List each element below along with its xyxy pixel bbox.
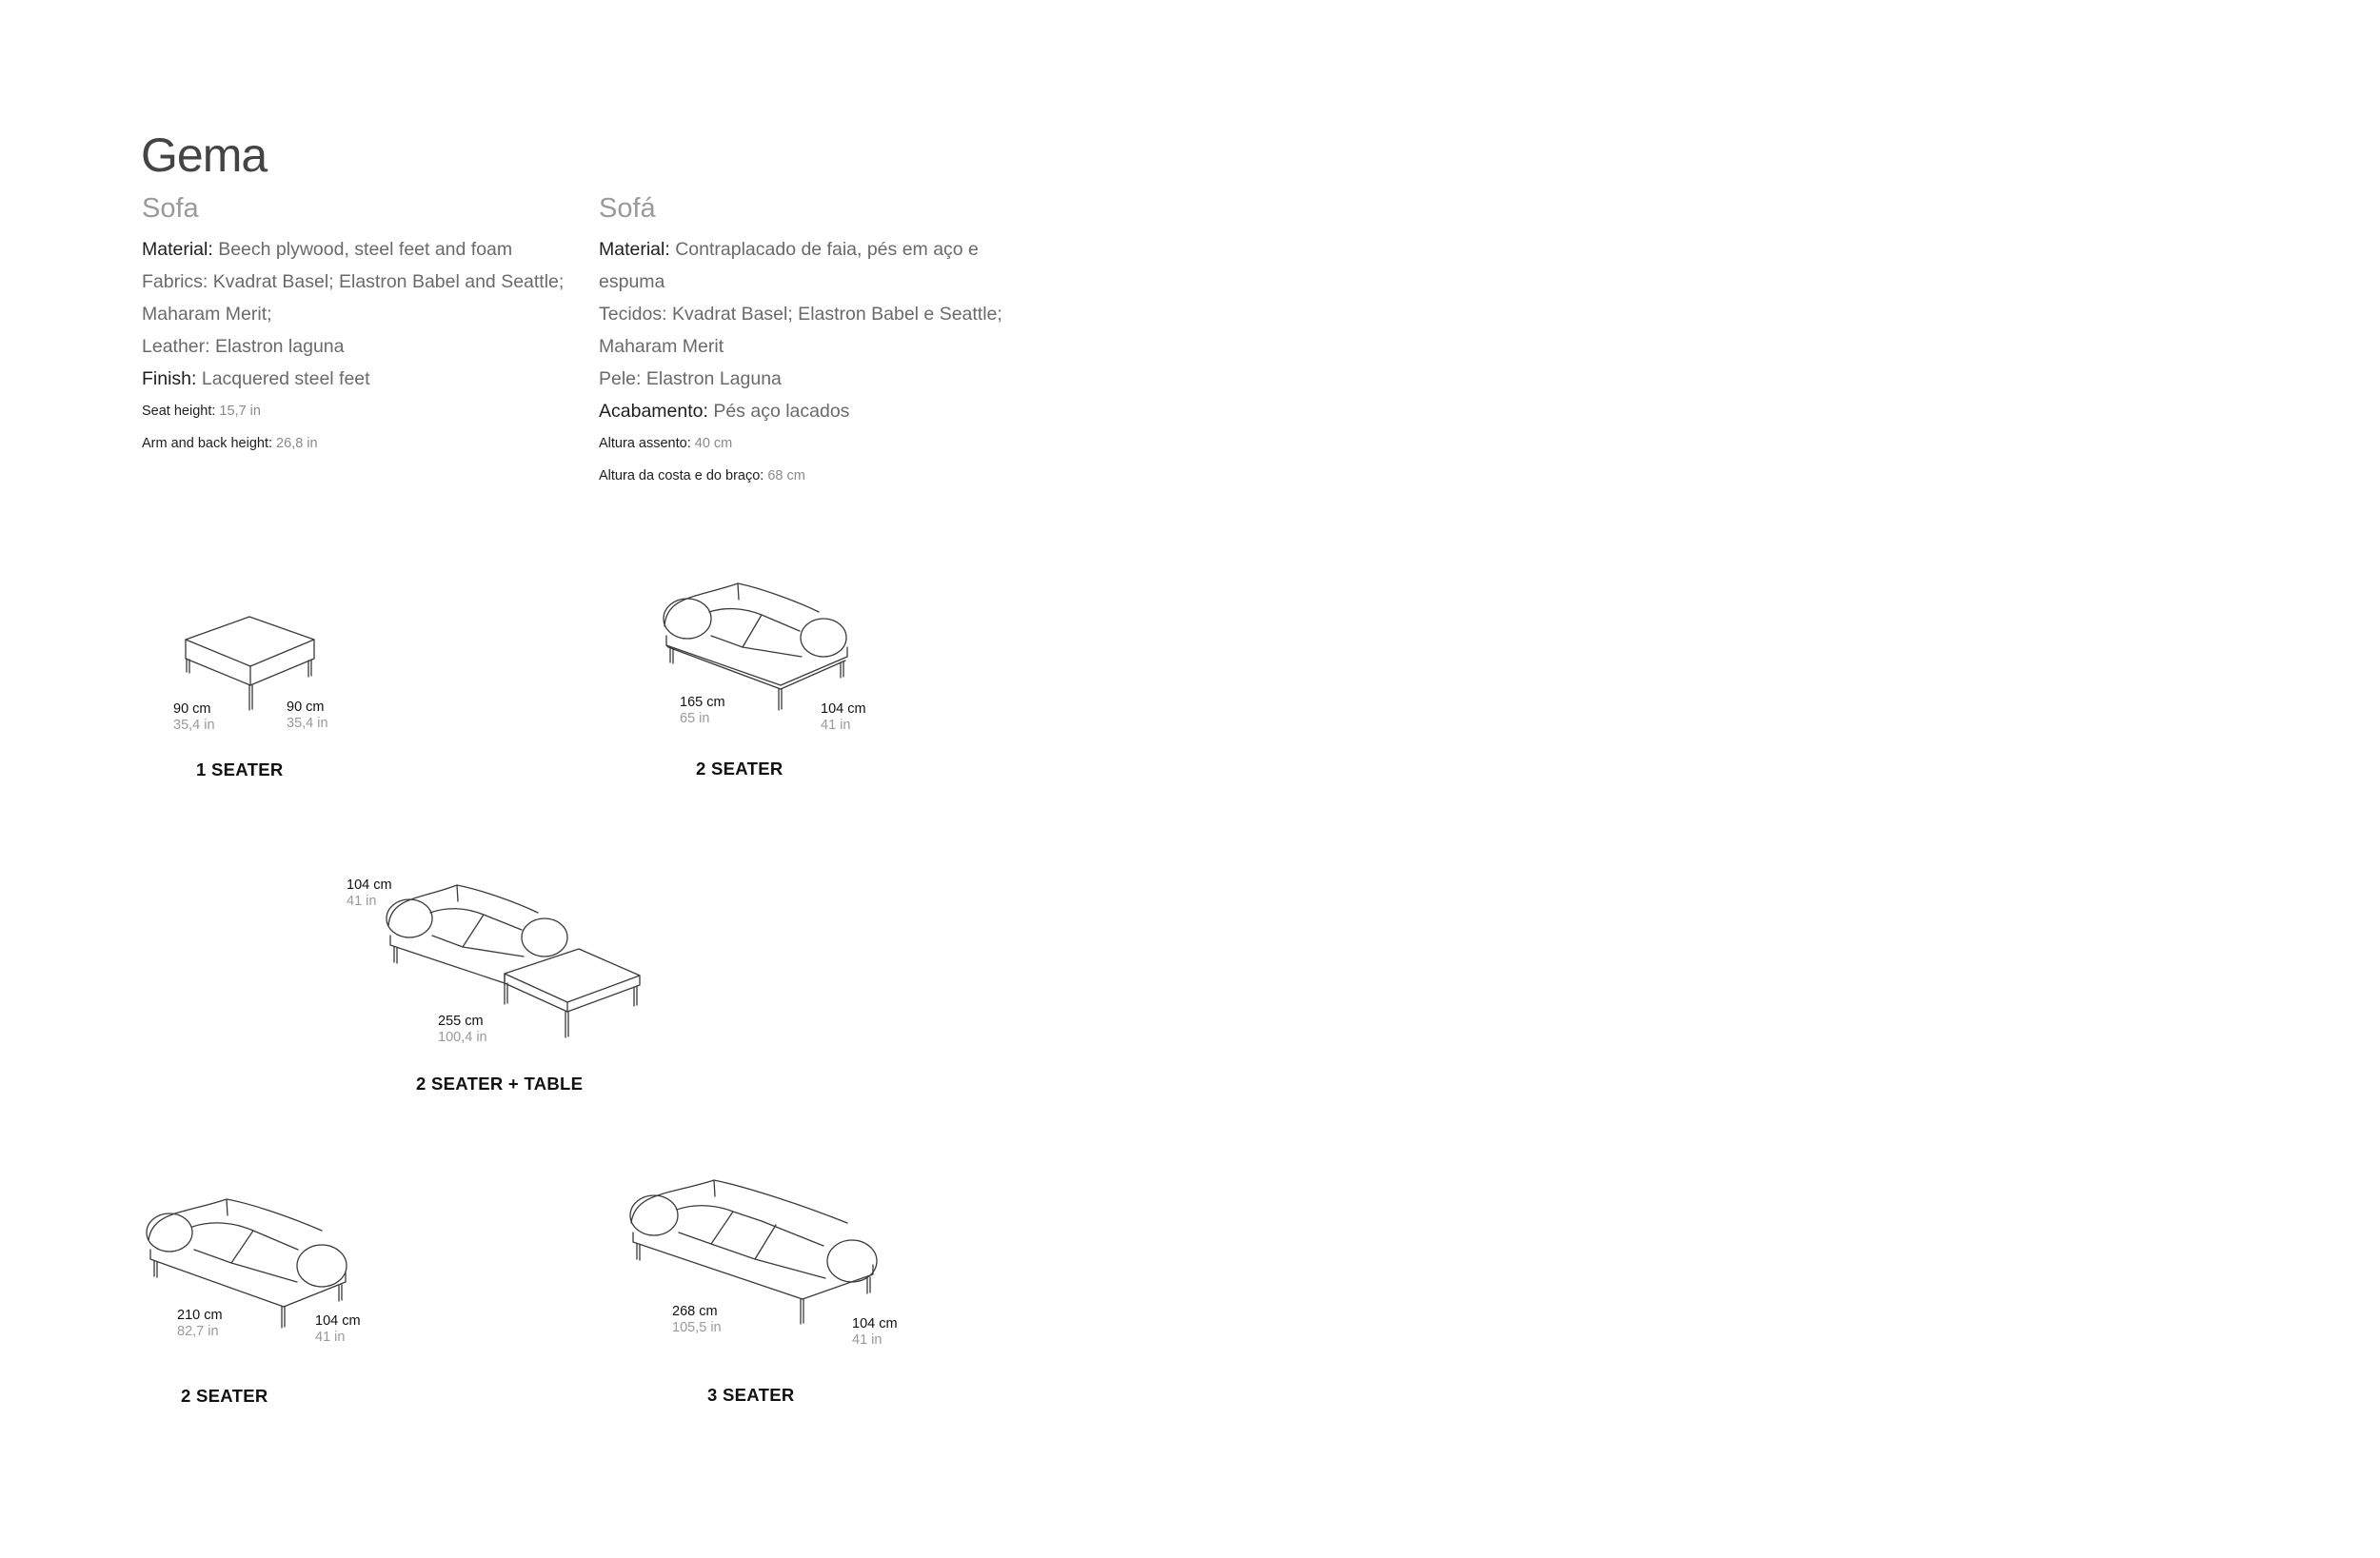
- dimension-depth: 90 cm 35,4 in: [287, 700, 328, 731]
- dimension-width: 255 cm 100,4 in: [438, 1014, 487, 1045]
- model-label: 3 SEATER: [707, 1385, 795, 1405]
- dimension-depth: 104 cm 41 in: [347, 878, 392, 909]
- spec-list-en: [142, 233, 564, 451]
- three-seater-sofa-drawing: [624, 1175, 890, 1332]
- model-label: 2 SEATER: [696, 759, 783, 779]
- dimension-depth: 104 cm 41 in: [852, 1316, 898, 1348]
- two-seater-with-table-drawing: [381, 880, 647, 1047]
- dimension-width: 210 cm 82,7 in: [177, 1308, 223, 1339]
- spec-arm-height-en: Arm and back height: 26,8 in: [142, 436, 318, 451]
- spec-material-pt: Material: Contraplacado de faia, pés em aço e: [599, 239, 979, 260]
- dimension-width: 268 cm 105,5 in: [672, 1304, 722, 1335]
- model-label: 1 SEATER: [196, 759, 284, 779]
- spec-tecidos-pt-cont: Maharam Merit: [599, 336, 724, 357]
- spec-seat-height-pt: Altura assento: 40 cm: [599, 436, 733, 451]
- spec-tecidos-pt: Tecidos: Kvadrat Basel; Elastron Babel e Seattle;: [599, 304, 1002, 325]
- spec-leather-en: Leather: Elastron laguna: [142, 336, 345, 357]
- spec-fabrics-en-cont: Maharam Merit;: [142, 304, 272, 325]
- spec-material-pt-cont: espuma: [599, 271, 665, 292]
- spec-arm-height-pt: Altura da costa e do braço: 68 cm: [599, 468, 805, 483]
- model-label: 2 SEATER + TABLE: [416, 1074, 584, 1094]
- subtitle-en: Sofa: [142, 193, 199, 224]
- spec-list-pt: [599, 233, 1002, 483]
- spec-seat-height-en: Seat height: 15,7 in: [142, 404, 261, 419]
- dimension-depth: 104 cm 41 in: [821, 701, 866, 733]
- dimension-width: 165 cm 65 in: [680, 695, 725, 726]
- product-title: Gema: [141, 128, 268, 182]
- spec-pele-pt: Pele: Elastron Laguna: [599, 368, 782, 389]
- model-label: 2 SEATER: [181, 1386, 268, 1406]
- spec-fabrics-en: Fabrics: Kvadrat Basel; Elastron Babel and Seattle;: [142, 271, 565, 292]
- spec-material-en: Material: Beech plywood, steel feet and foam: [142, 239, 513, 260]
- subtitle-pt: Sofá: [599, 193, 656, 224]
- spec-finish-en: Finish: Lacquered steel feet: [142, 368, 370, 389]
- dimension-width: 90 cm 35,4 in: [173, 701, 215, 733]
- spec-acabamento-pt: Acabamento: Pés aço lacados: [599, 401, 850, 422]
- dimension-depth: 104 cm 41 in: [315, 1313, 361, 1345]
